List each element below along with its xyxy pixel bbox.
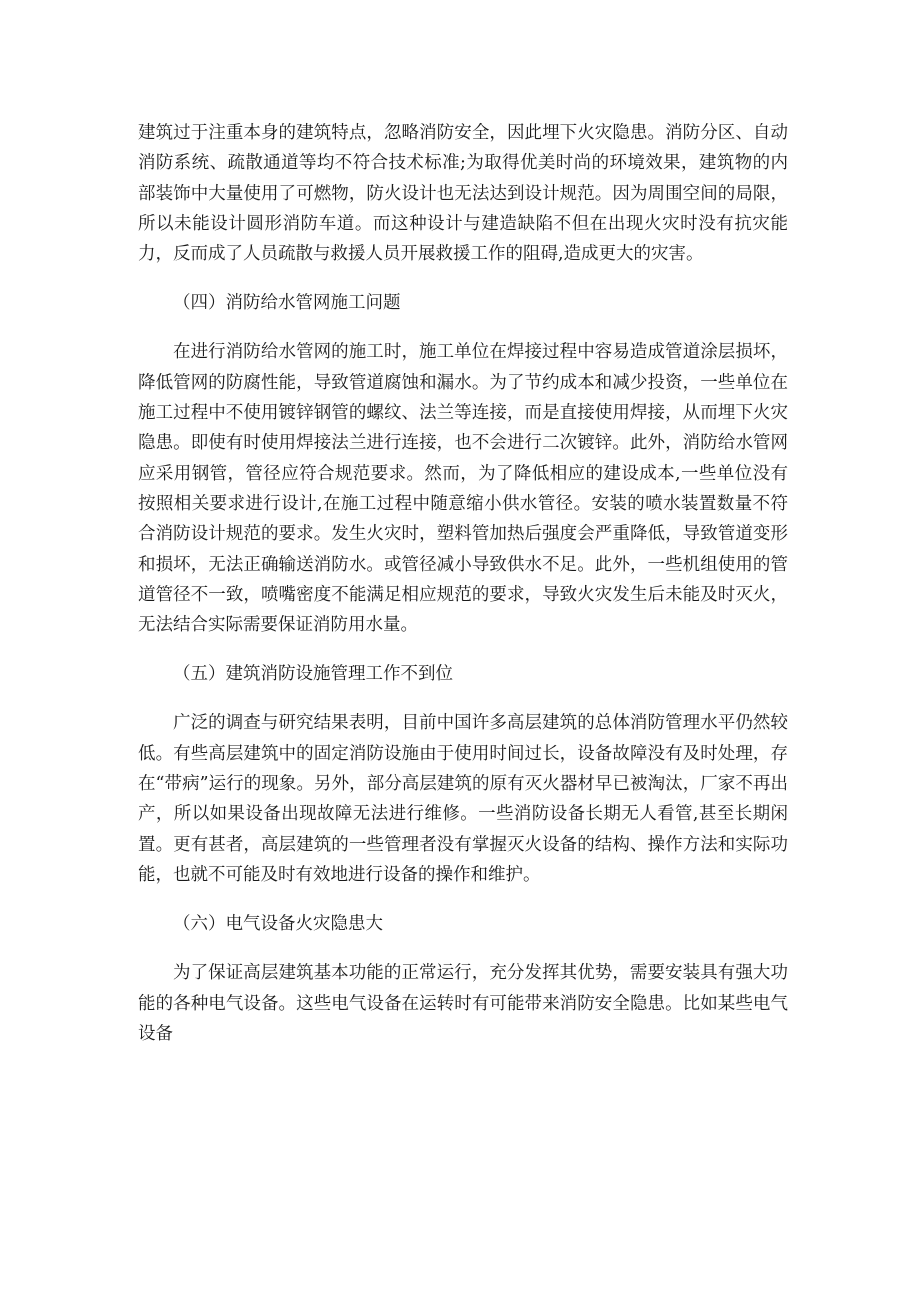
paragraph-water-pipe-network: 在进行消防给水管网的施工时，施工单位在焊接过程中容易造成管道涂层损坏，降低管网的防腐性能，导致管道腐蚀和漏水。为了节约成本和减少投资，一些单位在施工过程中不使用镀锌钢管的螺纹、法兰等连接，而是直接使用焊接，从而埋下火灾隐患。即使有时使用焊接法兰进行连接，也不会进行二次镀锌。此外，消防给水管网应采用钢管，管径应符合规范要求。然而，为了降低相应的建设成本,一些单位没有按照相关要求进行设计,在施工过程中随意缩小供水管径。安装的喷水装置数量不符合消防设计规范的要求。发生火灾时，塑料管加热后强度会严重降低，导致管道变形和损坏，无法正确输送消防水。或管径减小导致供水不足。此外，一些机组使用的管道管径不一致，喷嘴密度不能满足相应规范的要求，导致火灾发生后未能及时灭火，无法结合实际需要保证消防用水量。: [138, 342, 788, 636]
document-page: [138, 118, 788, 1049]
paragraph-facility-management: 广泛的调查与研究结果表明，目前中国许多高层建筑的总体消防管理水平仍然较低。有些高层建筑中的固定消防设施由于使用时间过长，设备故障没有及时处理，存在“带病”运行的现象。另外，部分高层建筑的原有灭火器材早已被淘汰，厂家不再出产，所以如果设备出现故障无法进行维修。一些消防设备长期无人看管,甚至长期闲置。更有甚者，高层建筑的一些管理者没有掌握灭火设备的结构、操作方法和实际功能，也就不可能及时有效地进行设备的操作和维护。: [138, 713, 788, 885]
section-heading-4: （四）消防给水管网施工问题: [173, 293, 401, 314]
paragraph-electrical-hazards: 为了保证高层建筑基本功能的正常运行，充分发挥其优势，需要安装具有强大功能的各种电气设备。这些电气设备在运转时有可能带来消防安全隐患。比如某些电气设备: [138, 963, 788, 1044]
section-heading-5: （五）建筑消防设施管理工作不到位: [173, 664, 453, 685]
section-heading-6: （六）电气设备火灾隐患大: [173, 914, 383, 935]
paragraph-fire-design-defects: 建筑过于注重本身的建筑特点，忽略消防安全，因此埋下火灾隐患。消防分区、自动消防系统、疏散通道等均不符合技术标准;为取得优美时尚的环境效果，建筑物的内部装饰中大量使用了可燃物，防火设计也无法达到设计规范。因为周围空间的局限，所以未能设计圆形消防车道。而这种设计与建造缺陷不但在出现火灾时没有抗灾能力，反而成了人员疏散与救援人员开展救援工作的阻碍,造成更大的灾害。: [138, 123, 788, 265]
